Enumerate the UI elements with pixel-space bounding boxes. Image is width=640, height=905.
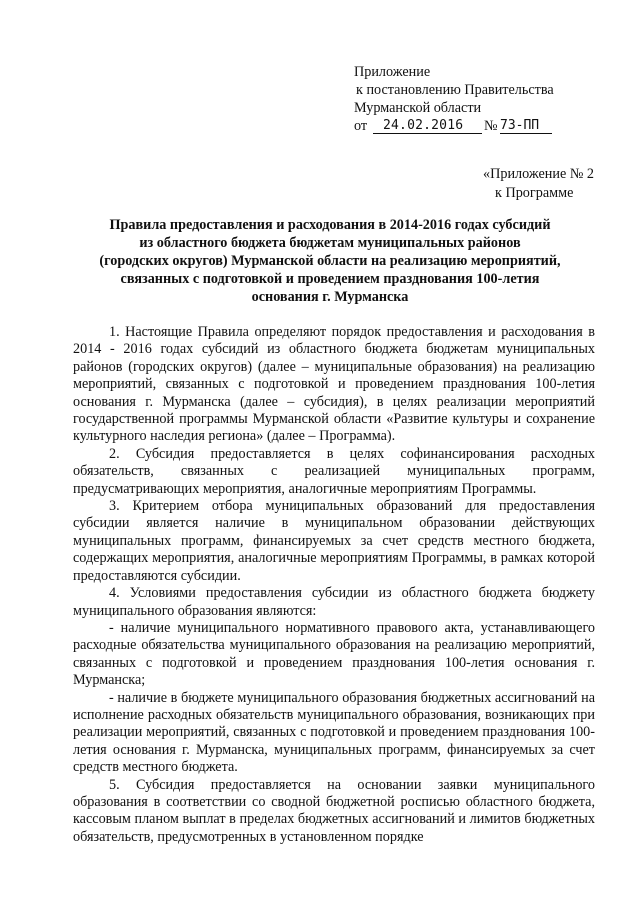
appendix-line-2: к Программе (495, 185, 574, 201)
paragraph-3: 3. Критерием отбора муниципальных образований для предоставления субсидии является наличие в муниципальном образовании действующих муниципальных программ, финансируемых за счет средств местного бюджета, содержащих мероприятия, аналогичные мероприятиям Программы, в рамках которой предоставляются субсидии. (73, 498, 595, 584)
title-line-4: связанных с подготовкой и проведением празднования 100-летия (120, 271, 540, 287)
document-body (73, 324, 595, 846)
paragraph-5: 5. Субсидия предоставляется на основании заявки муниципального образования в соответствии со сводной бюджетной росписью областного бюджета, кассовым планом выплат в пределах бюджетных ассигнований и лимитов бюджетных обязательств, предусмотренных в установленном порядке (73, 776, 595, 845)
number-sign: № (484, 118, 498, 134)
appendix-reference (483, 165, 594, 203)
document-number: 73-ПП (500, 118, 540, 133)
paragraph-2: 2. Субсидия предоставляется в целях софинансирования расходных обязательств, связанных с реализацией муниципальных программ, предусматривающих мероприятия, аналогичные мероприятиям Программы. (73, 445, 595, 497)
document-date: 24.02.2016 (383, 118, 464, 133)
paragraph-1: 1. Настоящие Правила определяют порядок предоставления и расходования в 2014 - 2016 годах субсидий из областного бюджета бюджетам муниципальных районов (городских округов) (далее – муниципальные образования) на реализацию мероприятий, связанных с подготовкой и проведением празднования 100-летия основания г. Мурманска (далее – субсидия), в целях реализации мероприятий государственной программы Мурманской области «Развитие культуры и сохранение культурного наследия региона» (далее – Программа). (73, 324, 595, 445)
header-ot-label: от (354, 118, 368, 134)
header-line-2: к постановлению Правительства (356, 82, 554, 98)
document-title (60, 216, 600, 306)
title-line-1: Правила предоставления и расходования в 2014-2016 годах субсидий (109, 217, 551, 233)
header-date-row (354, 117, 624, 137)
appendix-line-1: «Приложение № 2 (483, 166, 594, 182)
title-line-5: основания г. Мурманска (251, 289, 409, 305)
title-line-3: (городских округов) Мурманской области на реализацию мероприятий, (99, 253, 561, 269)
title-line-2: из областного бюджета бюджетам муниципальных районов (139, 235, 521, 251)
condition-item-1: - наличие муниципального нормативного правового акта, устанавливающего расходные обязательства муниципального образования на реализацию мероприятий, связанных с подготовкой и проведением празднования 100-летия основания г. Мурманска; (73, 619, 595, 689)
condition-item-2: - наличие в бюджете муниципального образования бюджетных ассигнований на исполнение расходных обязательств муниципального образования, возникающих при реализации мероприятий, связанных с подготовкой и проведением празднования 100-летия основания г. Мурманска, муниципальных программ, финансируемых за счет средств местного бюджета. (73, 689, 595, 776)
header-line-3: Мурманской области (354, 100, 482, 116)
header-line-1: Приложение (354, 64, 431, 80)
paragraph-4: 4. Условиями предоставления субсидии из областного бюджета бюджету муниципального образования являются: (73, 585, 595, 619)
approval-header (354, 63, 624, 137)
